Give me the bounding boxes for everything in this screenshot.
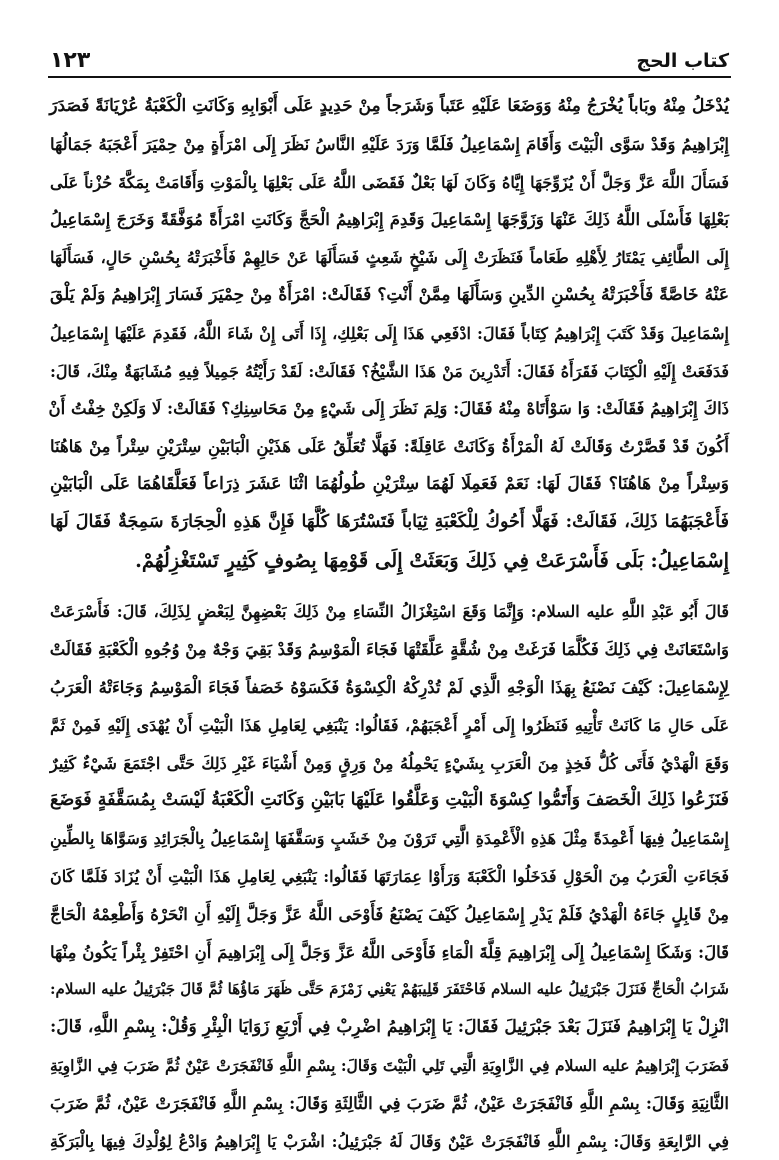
text-line: لِإِسْمَاعِيلَ: كَيْفَ نَصْنَعُ بِهَذَا الْوَجْهِ الَّذِي لَمْ تُدْرِكْهُ الْكِسْوَةُ فَكَسَوْهُ خَصَفاً فَجَاءَ الْمَوْسِمُ وَجَاءَتْهُ الْعَرَبُ [50,677,729,697]
text-line: وَسِتْراً مِنْ هَاهُنَا؟ فَقَالَ لَهَا: نَعَمْ فَعَمِلَا لَهُمَا سِتْرَيْنِ طُولُهُمَا اثْنَا عَشَرَ ذِرَاعاً فَعَلَّقَاهُمَا عَلَى الْبَابَيْنِ [50,473,729,494]
text-line: فَجَاءَتِ الْعَرَبُ مِنَ الْحَوْلِ فَدَخَلُوا الْكَعْبَةَ وَرَأَوْا عِمَارَتَهَا فَقَالُوا: يَنْبَغِي لِعَامِلِ هَذَا الْبَيْتِ أَنْ يُزَادَ فَلَمَّا كَانَ [50,866,729,886]
text-line: فَأَعْجَبَهُمَا ذَلِكَ، فَقَالَتْ: فَهَلَّا أَحُوكُ لِلْكَعْبَةِ ثِيَاباً فَتَسْتُرَهَا كُلَّهَا فَإِنَّ هَذِهِ الْحِجَارَةَ سَمِجَةٌ فَقَالَ لَهَا [50,511,729,532]
text-line: أَكُونَ قَدْ قَصَّرْتُ وَقَالَتْ لَهُ الْمَرْأَةُ وَكَانَتْ عَاقِلَةً: فَهَلَّا تُعَلِّقُ عَلَى هَذَيْنِ الْبَابَيْنِ سِتْرَيْنِ سِتْراً مِنْ هَاهُنَا [50,437,729,457]
text-line: يُدْخَلُ مِنْهُ وبَاباً يُخْرَجُ مِنْهُ وَوَضَعَا عَلَيْهِ عَتَباً وَشَرَجاً مِنْ حَدِيدٍ عَلَى أَبْوَابِهِ وَكَانَتِ الْكَعْبَةُ عُرْيَانَةً فَصَدَرَ [49,96,729,116]
text-line: فَنَزَعُوا ذَلِكَ الْخَصَفَ وَأَتَمُّوا كِسْوَةَ الْبَيْتِ وَعَلَّقُوا عَلَيْهَا بَابَيْنِ وَكَانَتِ الْكَعْبَةُ لَيْسَتْ بِمُسَقَّفَةٍ فَوَضَعَ [50,790,729,811]
header-rule [48,76,731,78]
text-line: بَعْلِهَا فَأَسْلَى اللَّهُ ذَلِكَ عَنْهَا وَزَوَّجَهَا إِسْمَاعِيلَ وَقَدِمَ إِبْرَاهِيمُ الْحَجَّ وَكَانَتِ امْرَأَةً مُوَفَّقَةً وَخَرَجَ إِسْمَاعِيلُ [50,210,729,230]
text-line: فَسَأَلَ اللَّهَ عَزَّ وَجَلَّ أَنْ يُزَوِّجَهَا إِيَّاهُ وَكَانَ لَهَا بَعْلٌ فَقَضَى اللَّهُ عَلَى بَعْلِهَا بِالْمَوْتِ وَأَقَامَتْ بِمَكَّةَ حُزْناً عَلَى [50,172,729,192]
text-line: ذَاكَ إِبْرَاهِيمُ فَقَالَتْ: وَا سَوْأَتَاهْ مِنْهُ فَقَالَ: وَلِمَ نَظَرَ إِلَى شَيْءٍ مِنْ مَحَاسِنِكِ؟ فَقَالَتْ: لَا وَلَكِنْ خِفْتُ أَنْ [48,399,729,419]
text-line: إِسْمَاعِيلَ وَقَدْ كَتَبَ إِبْرَاهِيمُ كِتَاباً فَقَالَ: ادْفَعِي هَذَا إِلَى بَعْلِكِ، إِذَا أَتَى إِنْ شَاءَ اللَّهُ، فَقَدِمَ عَلَيْهَا إِسْمَاعِيلُ [50,323,729,343]
paragraph-2 [50,593,729,1160]
text-line: فِي الرَّابِعَةِ وَقَالَ: بِسْمِ اللَّهِ فَانْفَجَرَتْ عَيْنٌ وَقَالَ لَهُ جَبْرَئِيلُ: اشْرَبْ يَا إِبْرَاهِيمُ وَادْعُ لِوُلْدِكَ فِيهَا بِالْبَرَكَةِ [50,1131,729,1151]
text-line: إِبْرَاهِيمُ وَقَدْ سَوَّى الْبَيْتَ وَأَقَامَ إِسْمَاعِيلُ فَلَمَّا وَرَدَ عَلَيْهِ النَّاسُ نَظَرَ إِلَى امْرَأَةٍ مِنْ حِمْيَرَ أَعْجَبَهُ جَمَالُهَا [50,134,729,154]
text-line: عَلَى حَالِ مَا كَانَتْ تَأْتِيهِ فَنَظَرُوا إِلَى أَمْرٍ أَعْجَبَهُمْ، فَقَالُوا: يَنْبَغِي لِعَامِلِ هَذَا الْبَيْتِ أَنْ يُهْدَى إِلَيْهِ فَمِنْ ثَمَّ [50,715,729,735]
text-line: مِنْ قَابِلٍ جَاءَهُ الْهَدْيُ فَلَمْ يَدْرِ إِسْمَاعِيلُ كَيْفَ يَصْنَعُ فَأَوْحَى اللَّهُ عَزَّ وَجَلَّ إِلَيْهِ أَنِ انْحَرْهُ وَأَطْعِمْهُ الْحَاجَّ [50,904,729,924]
paragraph-gap [50,579,729,593]
paragraph-1 [50,88,729,579]
text-line: إِسْمَاعِيلُ: بَلَى فَأَسْرَعَتْ فِي ذَلِكَ وَبَعَثَتْ إِلَى قَوْمِهَا بِصُوفٍ كَثِيرٍ تَسْتَغْزِلُهُمْ. [135,548,729,572]
book-title: كتاب الحج [636,50,729,72]
text-line: فَضَرَبَ إِبْرَاهِيمُ عليه السلام فِي الزَّاوِيَةِ الَّتِي تَلِي الْبَيْتَ وَقَالَ: بِسْمِ اللَّهِ فَانْفَجَرَتْ عَيْنٌ ثُمَّ ضَرَبَ فِي الزَّاوِيَةِ [50,1055,729,1075]
text-line: انْزِلْ يَا إِبْرَاهِيمُ فَنَزَلَ بَعْدَ جَبْرَئِيلَ فَقَالَ: يَا إِبْرَاهِيمُ اضْرِبْ فِي أَرْبَعِ زَوَايَا الْبِئْرِ وَقُلْ: بِسْمِ اللَّهِ، قَالَ: [50,1017,729,1038]
text-line: إِلَى الطَّائِفِ يَمْتَارُ لِأَهْلِهِ طَعَاماً فَنَظَرَتْ إِلَى شَيْخٍ شَعِثٍ فَسَأَلَهَا عَنْ حَالِهِمْ فَأَخْبَرَتْهُ بِحُسْنِ حَالٍ، فَسَأَلَهَا [50,248,729,268]
body-text [48,88,729,1151]
text-line: قَالَ أَبُو عَبْدِ اللَّهِ عليه السلام: وَإِنَّمَا وَقَعَ اسْتِغْزَالُ النِّسَاءِ مِنْ ذَلِكَ بَعْضِهِنَّ لِبَعْضٍ لِذَلِكَ، قَالَ: فَأَسْرَعَتْ [50,602,729,622]
text-line: عَنْهُ خَاصَّةً فَأَخْبَرَتْهُ بِحُسْنِ الدِّينِ وَسَأَلَهَا مِمَّنْ أَنْتِ؟ فَقَالَتْ: امْرَأَةٌ مِنْ حِمْيَرَ فَسَارَ إِبْرَاهِيمُ وَلَمْ يَلْقَ [50,284,729,305]
page-header [50,34,729,74]
page-number: ١٢٣ [50,48,91,73]
text-line: فَدَفَعَتْ إِلَيْهِ الْكِتَابَ فَقَرَأَهُ فَقَالَ: أَتَدْرِينَ مَنْ هَذَا الشَّيْخُ؟ فَقَالَتْ: لَقَدْ رَأَيْتُهُ جَمِيلاً فِيهِ مُشَابَهَةٌ مِنْكَ، قَالَ: [50,361,729,381]
text-line: وَقَعَ الْهَدْيُ فَأَتَى كُلُّ فَخِذٍ مِنَ الْعَرَبِ بِشَيْءٍ يَحْمِلُهُ مِنْ وَرِقٍ وَمِنْ أَشْيَاءَ غَيْرِ ذَلِكَ حَتَّى اجْتَمَعَ شَيْءٌ كَثِيرٌ [50,753,729,773]
text-line: قَالَ: وَشَكَا إِسْمَاعِيلُ إِلَى إِبْرَاهِيمَ قِلَّةَ الْمَاءِ فَأَوْحَى اللَّهُ عَزَّ وَجَلَّ إِلَى إِبْرَاهِيمَ أَنِ احْتَفِرْ بِئْراً يَكُونُ مِنْهَا [50,942,729,962]
text-line: الثَّانِيَةِ وَقَالَ: بِسْمِ اللَّهِ فَانْفَجَرَتْ عَيْنٌ، ثُمَّ ضَرَبَ فِي الثَّالِثَةِ وَقَالَ: بِسْمِ اللَّهِ فَانْفَجَرَتْ عَيْنٌ، ثُمَّ ضَرَبَ [50,1093,729,1113]
text-line: وَاسْتَعَانَتْ فِي ذَلِكَ فَكُلَّمَا فَرَغَتْ مِنْ شُقَّةٍ عَلَّقَتْهَا فَجَاءَ الْمَوْسِمُ وَقَدْ بَقِيَ وَجْهٌ مِنْ وُجُوهِ الْكَعْبَةِ فَقَالَتْ [49,640,729,660]
text-line: شَرَابُ الْحَاجِّ فَنَزَلَ جَبْرَئِيلُ عليه السلام فَاحْتَفَرَ قَلِيبَهُمْ يَعْنِي زَمْزَمَ حَتَّى ظَهَرَ مَاؤُهَا ثُمَّ قَالَ جَبْرَئِيلُ عليه السلام: [50,980,729,999]
text-line: إِسْمَاعِيلُ فِيهَا أَعْمِدَةً مِثْلَ هَذِهِ الْأَعْمِدَةِ الَّتِي تَرَوْنَ مِنْ خَشَبٍ وَسَقَّفَهَا إِسْمَاعِيلُ بِالْجَرَائِدِ وَسَوَّاهَا بِالطِّينِ [50,829,729,849]
